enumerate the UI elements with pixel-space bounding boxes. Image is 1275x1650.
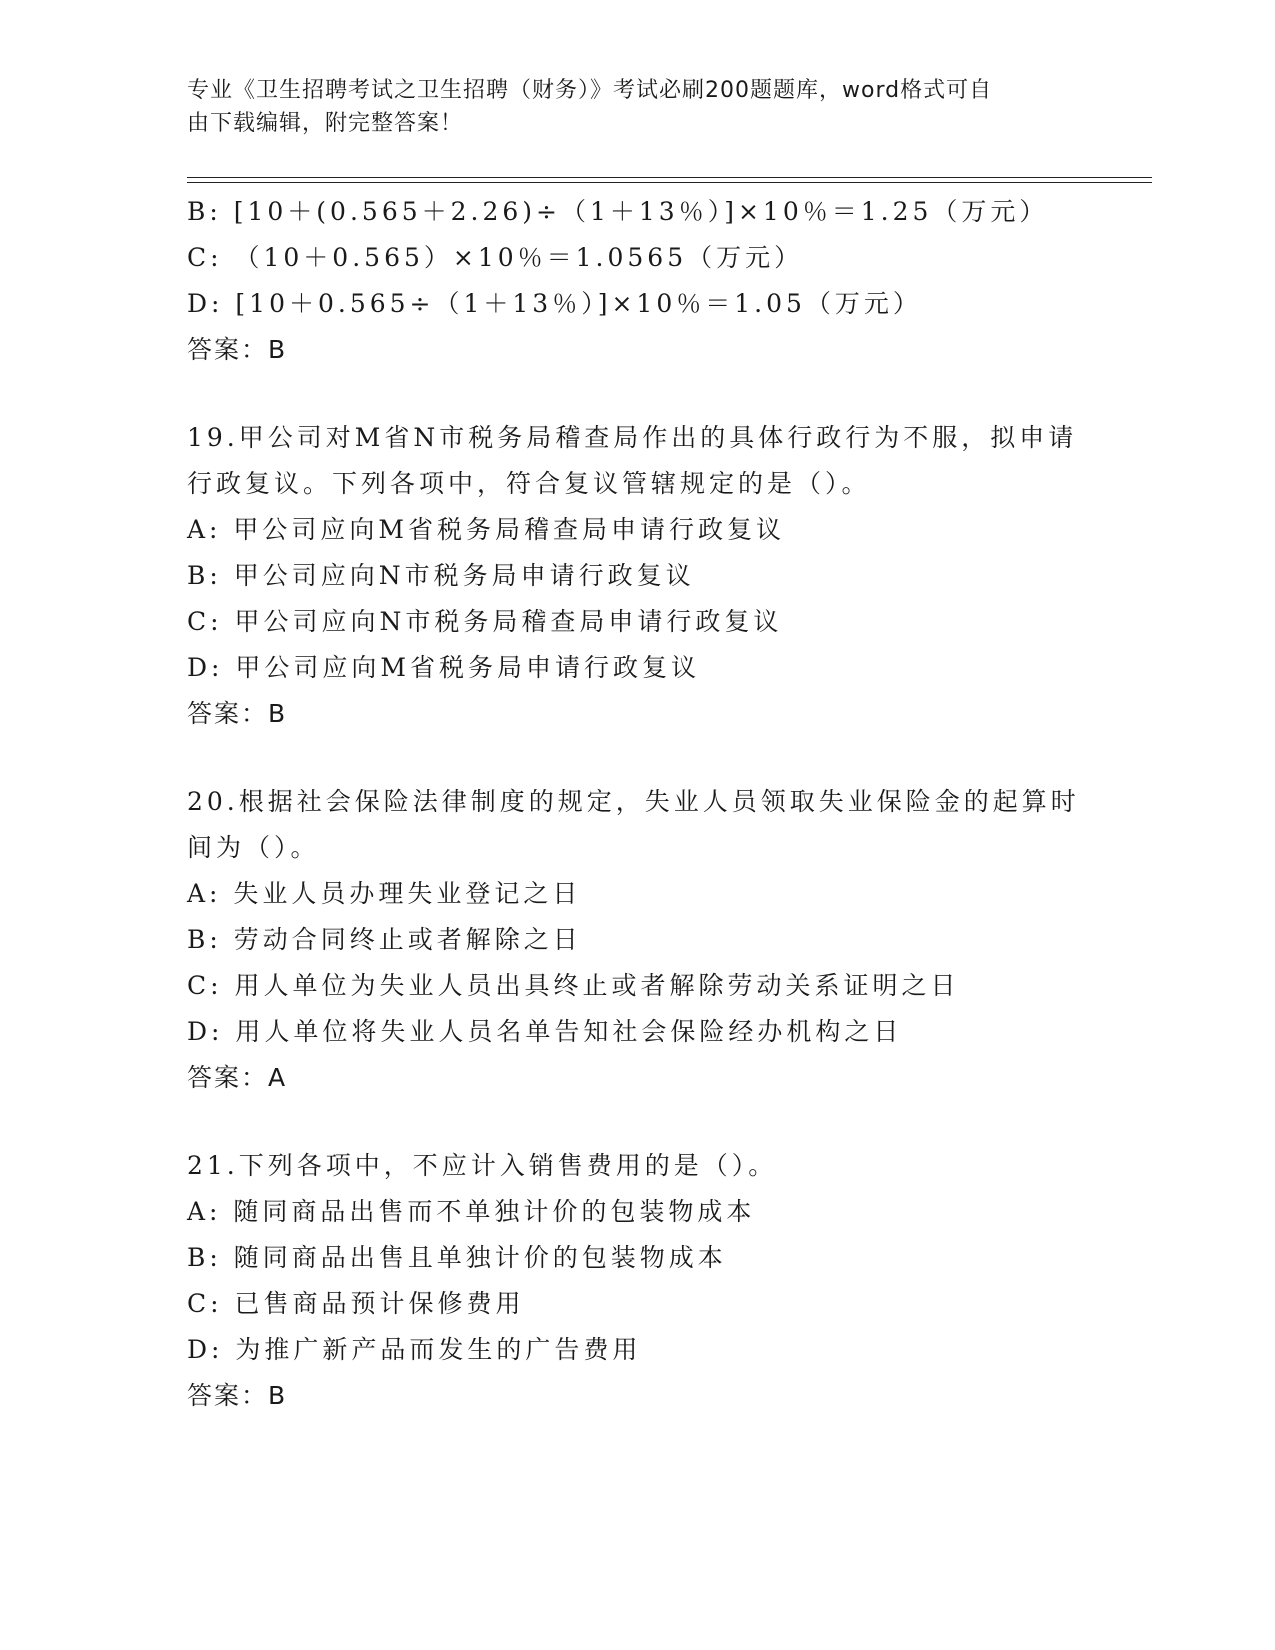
answer: 答案：B xyxy=(187,1381,288,1410)
option-d: D: 用人单位将失业人员名单告知社会保险经办机构之日 xyxy=(187,1017,903,1046)
option-b: B: 劳动合同终止或者解除之日 xyxy=(187,925,582,954)
question-stem: 行政复议。下列各项中，符合复议管辖规定的是（）。 xyxy=(187,469,871,498)
header-line-2: 由下载编辑，附完整答案！ xyxy=(187,111,464,136)
question-stem: 20.根据社会保险法律制度的规定，失业人员领取失业保险金的起算时 xyxy=(187,787,1080,816)
option-b: B: 随同商品出售且单独计价的包装物成本 xyxy=(187,1243,727,1272)
option-d: D: [10＋0.565÷（1＋13％）]×10％＝1.05（万元） xyxy=(187,289,922,318)
question-stem: 间为（）。 xyxy=(187,833,320,862)
answer: 答案：B xyxy=(187,699,288,728)
question-21 xyxy=(187,1143,1087,1419)
option-c: C: 甲公司应向N市税务局稽查局申请行政复议 xyxy=(187,607,783,636)
option-a: A: 甲公司应向M省税务局稽查局申请行政复议 xyxy=(187,515,786,544)
option-b: B: [10＋(0.565＋2.26)÷（1＋13％）]×10％＝1.25（万元） xyxy=(187,197,1049,226)
spacer xyxy=(187,373,1087,415)
header-divider-bottom xyxy=(187,182,1152,183)
header-line-1: 专业《卫生招聘考试之卫生招聘（财务）》考试必刷200题题库，word格式可自 xyxy=(187,78,993,103)
question-18 xyxy=(187,189,1087,373)
question-list xyxy=(187,189,1087,1419)
header-divider-top xyxy=(187,177,1152,178)
option-b: B: 甲公司应向N市税务局申请行政复议 xyxy=(187,561,695,590)
option-d: D: 甲公司应向M省税务局申请行政复议 xyxy=(187,653,701,682)
document-header xyxy=(187,74,1087,140)
question-20 xyxy=(187,779,1087,1101)
spacer xyxy=(187,1101,1087,1143)
answer: 答案：A xyxy=(187,1063,288,1092)
question-stem: 19.甲公司对M省N市税务局稽查局作出的具体行政行为不服，拟申请 xyxy=(187,423,1078,452)
question-stem: 21.下列各项中，不应计入销售费用的是（）。 xyxy=(187,1151,778,1180)
option-c: C: （10＋0.565）×10％＝1.0565（万元） xyxy=(187,243,804,272)
answer: 答案：B xyxy=(187,335,288,364)
option-c: C: 已售商品预计保修费用 xyxy=(187,1289,525,1318)
option-a: A: 失业人员办理失业登记之日 xyxy=(187,879,582,908)
option-c: C: 用人单位为失业人员出具终止或者解除劳动关系证明之日 xyxy=(187,971,960,1000)
option-a: A: 随同商品出售而不单独计价的包装物成本 xyxy=(187,1197,756,1226)
option-d: D: 为推广新产品而发生的广告费用 xyxy=(187,1335,642,1364)
spacer xyxy=(187,737,1087,779)
question-19 xyxy=(187,415,1087,737)
